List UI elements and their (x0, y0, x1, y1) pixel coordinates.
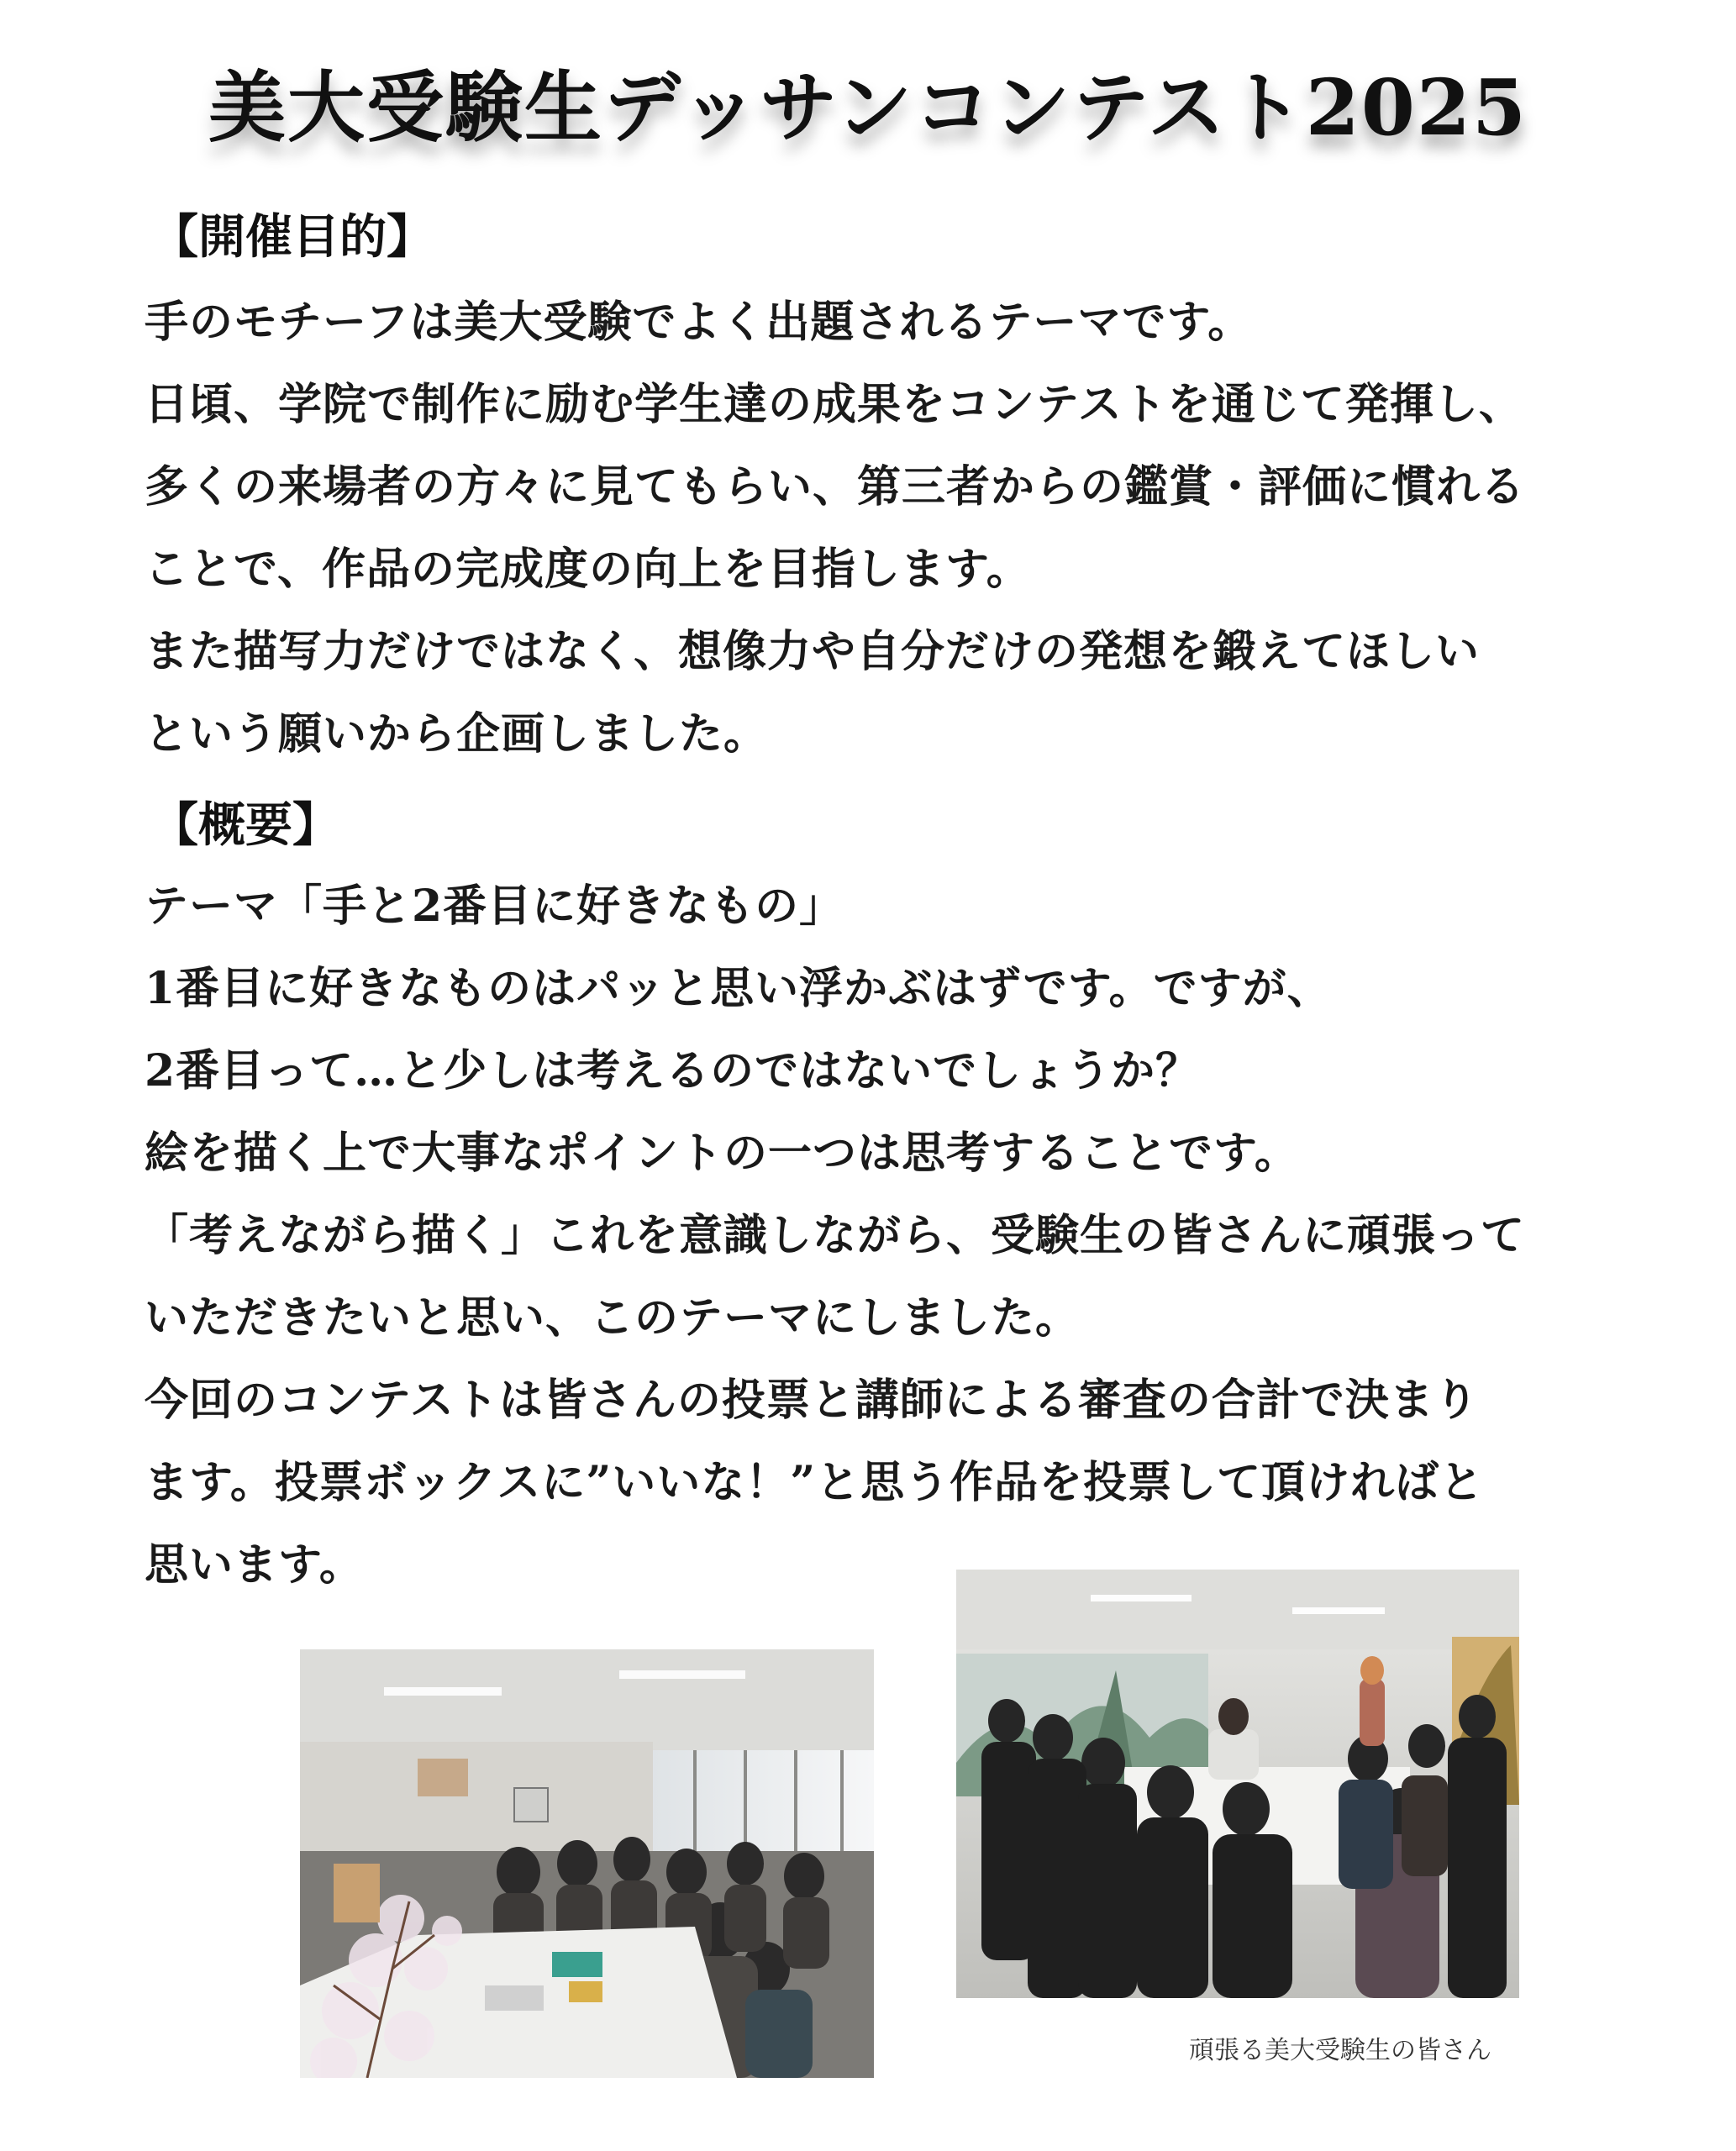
purpose-paragraph (145, 281, 1623, 776)
overview-line: ます。投票ボックスに”いいな！”と思う作品を投票して頂ければと (145, 1457, 1485, 1508)
purpose-line: 日頃、学院で制作に励む学生達の成果をコンテストを通じて発揮し、 (145, 379, 1523, 430)
overview-paragraph (145, 865, 1623, 1607)
overview-line: 1番目に好きなものはパッと思い浮かぶはずです。ですが、 (145, 963, 1332, 1014)
overview-line: 「考えながら描く」これを意識しながら、受験生の皆さんに頑張って (145, 1210, 1526, 1261)
purpose-line: ことで、作品の完成度の向上を目指します。 (145, 544, 1031, 595)
purpose-line: 多くの来場者の方々に見てもらい、第三者からの鑑賞・評価に慣れる (145, 461, 1526, 513)
overview-line: 2番目って…と少しは考えるのではないでしょうか？ (145, 1045, 1201, 1097)
purpose-line: また描写力だけではなく、想像力や自分だけの発想を鍛えてほしい (145, 626, 1480, 677)
group-photo-image (956, 1570, 1519, 1998)
purpose-heading: 【開催目的】 (151, 209, 434, 265)
overview-line: 絵を描く上で大事なポイントの一つは思考することです。 (145, 1128, 1299, 1179)
purpose-line: 手のモチーフは美大受験でよく出題されるテーマです。 (145, 297, 1253, 348)
overview-line: 今回のコンテストは皆さんの投票と講師による審査の合計で決まり (145, 1375, 1479, 1426)
photo-caption: 頑張る美大受験生の皆さん (1189, 2036, 1491, 2065)
overview-line: 思います。 (145, 1539, 364, 1591)
overview-heading: 【概要】 (151, 797, 339, 853)
overview-line: いただきたいと思い、このテーマにしました。 (145, 1292, 1081, 1344)
classroom-photo-image (300, 1649, 874, 2078)
purpose-line: という願いから企画しました。 (145, 708, 769, 760)
classroom-photo (300, 1649, 874, 2078)
page-title: 美大受験生デッサンコンテスト2025 (208, 62, 1528, 153)
group-photo (956, 1570, 1519, 1998)
overview-line: テーマ「手と2番目に好きなもの」 (145, 881, 844, 932)
